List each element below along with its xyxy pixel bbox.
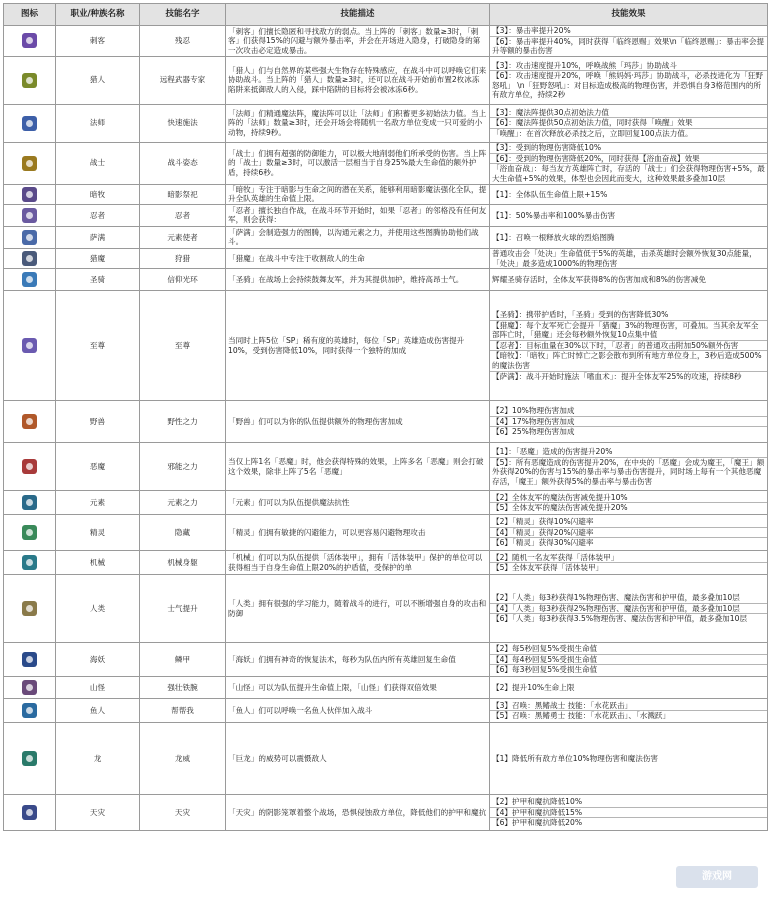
table-row (4, 515, 768, 551)
class-name: 海妖 (56, 643, 140, 677)
effect-line: 辉耀圣骑存活时，全体友军获得8%的伤害加成和8%的伤害减免 (492, 274, 706, 284)
crown-icon (22, 338, 37, 353)
effect-line: 【2】随机一名友军获得「活体装甲」 (490, 553, 767, 564)
skill-effect (490, 401, 768, 443)
skill-name: 野性之力 (140, 401, 226, 443)
skill-description: 当仅上阵1名「恶魔」时，他会获得特殊的效果，上阵多名「恶魔」则会打破这个效果，除非上阵了5名「恶魔」 (226, 443, 490, 491)
icon-cell (4, 643, 56, 677)
table-row (4, 723, 768, 795)
icon-cell (4, 491, 56, 515)
table-row (4, 699, 768, 723)
effect-line: 【6】「精灵」获得30%闪避率 (492, 538, 594, 548)
icon-cell (4, 699, 56, 723)
effect-line: 【3】：攻击速度提升10%，呼唤战熊「玛莎」协助战斗 (490, 61, 767, 72)
skill-effect (490, 677, 768, 699)
icon-cell (4, 269, 56, 291)
skill-description: 「野兽」们可以为你的队伍提供额外的物理伤害加成 (226, 401, 490, 443)
icon-cell (4, 184, 56, 204)
skill-effect (490, 515, 768, 551)
paw-icon (22, 414, 37, 429)
table-row (4, 795, 768, 831)
effect-line: 【2】提升10%生命上限 (492, 682, 575, 692)
effect-line: 【2】「精灵」获得10%闪避率 (490, 517, 767, 528)
table-row (4, 204, 768, 226)
class-name: 刺客 (56, 26, 140, 57)
effect-line: 【3】：受到的物理伤害降低10% (490, 143, 767, 154)
effect-line: 【5】全体友军的魔法伤害减免提升20% (492, 503, 628, 513)
header-class-name: 职业/种族名称 (56, 4, 140, 26)
icon-cell (4, 575, 56, 643)
bow-icon (22, 73, 37, 88)
skill-description: 「战士」们拥有超强的防御能力，可以极大地削弱他们所承受的伤害。当上阵的「战士」数量≥3时，可以激活一层相当于自身25%最大生命值的额外护盾，持续6秒。 (226, 142, 490, 184)
skill-name: 天灾 (140, 795, 226, 831)
table-row (4, 184, 768, 204)
icon-cell (4, 795, 56, 831)
scourge-icon (22, 805, 37, 820)
skill-description: 「法师」们精通魔法阵，魔法阵可以让「法师」们积蓄更多初始法力值。当上阵的「法师」数量≥3时，还会开场会将随机一名敌方单位变成一只可爱的小动物，持续9秒。 (226, 104, 490, 142)
class-name: 至尊 (56, 291, 140, 401)
effect-line: 【4】护甲和魔抗降低15% (490, 808, 767, 819)
skill-effect (490, 291, 768, 401)
header-icon: 图标 (4, 4, 56, 26)
skill-name: 战斗姿态 (140, 142, 226, 184)
table-row (4, 491, 768, 515)
effect-line: 【3】：魔法阵提供30点初始法力值 (490, 108, 767, 119)
skill-description: 「鱼人」们可以呼唤一名鱼人伙伴加入战斗 (226, 699, 490, 723)
effect-line: 【1】：「恶魔」造成的伤害提升20% (490, 447, 767, 458)
skill-description: 「猎魔」在战斗中专注于收割敌人的生命 (226, 248, 490, 268)
effect-line: 【3】召唤：黑鳍战士 技能：「水花跃击」 (490, 701, 767, 712)
class-name: 暗牧 (56, 184, 140, 204)
shadow-icon (22, 187, 37, 202)
effect-line: 【1】降低所有敌方单位10%物理伤害和魔法伤害 (492, 753, 658, 763)
class-name: 萨满 (56, 226, 140, 248)
table-row (4, 104, 768, 142)
class-name: 鱼人 (56, 699, 140, 723)
class-name: 法师 (56, 104, 140, 142)
effect-line: 【6】：受到的物理伤害降低20%，同时获得【浴血奋战】效果 (490, 154, 767, 165)
element-icon (22, 495, 37, 510)
skill-name: 至尊 (140, 291, 226, 401)
skill-name: 快速施法 (140, 104, 226, 142)
skill-effect (490, 443, 768, 491)
effect-line: 【6】护甲和魔抗降低20% (492, 818, 583, 828)
effect-line: 【4】「精灵」获得20%闪避率 (490, 528, 767, 539)
dagger-icon (22, 33, 37, 48)
effect-line: 【6】：魔法阵提供50点初始法力值，同时获得「唤醒」效果 (490, 118, 767, 129)
icon-cell (4, 723, 56, 795)
effect-line: 【1】：召唤一根释放火球的烈焰图腾 (492, 232, 615, 242)
class-name: 猎人 (56, 56, 140, 104)
skill-effect (490, 226, 768, 248)
skill-description: 「巨龙」的威势可以震慑敌人 (226, 723, 490, 795)
demon-icon (22, 459, 37, 474)
effect-line: 【2】10%物理伤害加成 (490, 406, 767, 417)
skill-name: 远程武器专家 (140, 56, 226, 104)
skill-description: 「圣骑」在战场上会持续鼓舞友军，并为其提供加护，维持高昂士气。 (226, 269, 490, 291)
effect-line: 【忍者】：目标血量在30%以下时，「忍者」的普通攻击附加50%额外伤害 (490, 341, 767, 352)
effect-line: 「唤醒」：在首次释放必杀技之后，立即回复100点法力值。 (492, 129, 693, 139)
gear-icon (22, 555, 37, 570)
effect-line: 【5】全体友军获得「活体装甲」 (492, 563, 604, 573)
class-name: 战士 (56, 142, 140, 184)
icon-cell (4, 226, 56, 248)
table-row (4, 248, 768, 268)
skill-description: 「萨满」会制造强力的图腾，以沟通元素之力，并使用这些图腾协助他们战斗。 (226, 226, 490, 248)
icon-cell (4, 204, 56, 226)
icon-cell (4, 443, 56, 491)
table-row (4, 226, 768, 248)
icon-cell (4, 26, 56, 57)
skill-name: 暗影祭祀 (140, 184, 226, 204)
effect-line: 【1】：全体队伍生命值上限+15% (492, 189, 608, 199)
skill-effect (490, 723, 768, 795)
skill-effect (490, 551, 768, 575)
effect-line: 【2】每5秒回复5%受损生命值 (490, 644, 767, 655)
effect-line: 【4】「人类」每3秒获得2%物理伤害、魔法伤害和护甲值，最多叠加10层 (490, 604, 767, 615)
effect-line: 【6】：暴击率提升40%，同时获得「临终恩赐」效果\n「临终恩赐」：暴击率会提升等额的暴击伤害 (492, 36, 765, 56)
skill-effect (490, 575, 768, 643)
class-name: 人类 (56, 575, 140, 643)
skill-effect (490, 184, 768, 204)
effect-line: 【圣骑】：携带护盾时，「圣骑」受到的伤害降低30% (490, 310, 767, 321)
skill-description: 「暗牧」专注于暗影与生命之间的潜在关系，能够利用暗影魔法强化全队，提升全队英雄的生命值上限。 (226, 184, 490, 204)
icon-cell (4, 291, 56, 401)
skill-name: 残忍 (140, 26, 226, 57)
table-row (4, 443, 768, 491)
skill-description: 「海妖」们拥有神奇的恢复法术，每秒为队伍内所有英雄回复生命值 (226, 643, 490, 677)
table-row (4, 551, 768, 575)
shuriken-icon (22, 208, 37, 223)
header-skill-desc: 技能描述 (226, 4, 490, 26)
class-name: 恶魔 (56, 443, 140, 491)
holy-icon (22, 272, 37, 287)
class-name: 圣骑 (56, 269, 140, 291)
class-name: 精灵 (56, 515, 140, 551)
skill-name: 狩猎 (140, 248, 226, 268)
icon-cell (4, 551, 56, 575)
effect-line: 普通攻击会「处决」生命值低于5%的英雄，击杀英雄时会额外恢复30点能量，「处决」最多造成1000%的物理伤害 (492, 248, 757, 268)
skill-name: 信仰光环 (140, 269, 226, 291)
skill-effect (490, 795, 768, 831)
table-row (4, 291, 768, 401)
helmet-icon (22, 601, 37, 616)
skill-name: 忍者 (140, 204, 226, 226)
class-name: 天灾 (56, 795, 140, 831)
skill-name: 元素使者 (140, 226, 226, 248)
icon-cell (4, 56, 56, 104)
skill-name: 元素之力 (140, 491, 226, 515)
skill-description: 「刺客」们擅长隐匿和寻找敌方的弱点。当上阵的「刺客」数量≥3时，「刺客」们获得15%的闪避与额外暴击率，并会在开场进入隐身，打破隐身的第一次攻击必定造成暴击。 (226, 26, 490, 57)
staff-icon (22, 116, 37, 131)
effect-line: 【6】25%物理伤害加成 (492, 427, 575, 437)
effect-line: 【4】每4秒回复5%受损生命值 (490, 655, 767, 666)
table-row (4, 401, 768, 443)
table-row (4, 56, 768, 104)
skill-description: 「天灾」的阴影笼罩着整个战场，恐惧侵蚀敌方单位，降低他们的护甲和魔抗 (226, 795, 490, 831)
skill-name: 邪能之力 (140, 443, 226, 491)
effect-line: 【3】：暴击率提升20% (490, 26, 767, 37)
skill-effect (490, 248, 768, 268)
effect-line: 【4】17%物理伤害加成 (490, 417, 767, 428)
dragon-icon (22, 751, 37, 766)
effect-line: 【6】：攻击速度提升20%，呼唤「熊妈妈·玛莎」协助战斗，必杀技进化为「狂野怒吼」 \n「狂野怒吼」：对目标造成极高的物理伤害，并恐惧自身3格范围内的所有敌方单位，持续2秒 (492, 71, 763, 100)
effect-line: 【1】：50%暴击率和100%暴击伤害 (492, 210, 616, 220)
sword-icon (22, 156, 37, 171)
totem-icon (22, 230, 37, 245)
effect-line: 【2】「人类」每3秒获得1%物理伤害、魔法伤害和护甲值，最多叠加10层 (490, 593, 767, 604)
class-name: 元素 (56, 491, 140, 515)
icon-cell (4, 248, 56, 268)
effect-line: 【暗牧】：「暗牧」阵亡时悼亡之影会散布到所有地方单位身上，3秒后造成500%的魔法伤害 (490, 351, 767, 371)
table-row (4, 142, 768, 184)
skill-name: 士气提升 (140, 575, 226, 643)
skill-effect (490, 104, 768, 142)
skill-name: 机械身躯 (140, 551, 226, 575)
table-row (4, 677, 768, 699)
table-row (4, 643, 768, 677)
skill-description: 「猎人」们与自然界的某些强大生物存在特殊感应，在战斗中可以呼唤它们来协助战斗。当上阵的「猎人」数量≥3时，还可以在战斗开始前布置2枚冰冻陷阱来抵御敌人的入侵，踩中陷阱的目标将会被冰冻6秒。 (226, 56, 490, 104)
skill-effect (490, 699, 768, 723)
effect-line: 【5】：所有恶魔造成的伤害提升20%，在中央的「恶魔」会成为魔王，「魔王」额外获得20%的伤害与15%的暴击率与暴击伤害提升，同时场上每有一个其他恶魔存活，「魔王」额外获得5%的暴击率与暴击伤害 (492, 457, 765, 486)
skill-effect (490, 26, 768, 57)
class-name: 猎魔 (56, 248, 140, 268)
class-name: 机械 (56, 551, 140, 575)
demon-hunter-icon (22, 251, 37, 266)
effect-line: 【6】「人类」每3秒获得3.5%物理伤害、魔法伤害和护甲值，最多叠加10层 (492, 614, 748, 624)
skill-effect (490, 142, 768, 184)
skill-description: 「人类」拥有很强的学习能力，随着战斗的进行，可以不断增强自身的攻击和防御 (226, 575, 490, 643)
ogre-icon (22, 680, 37, 695)
skill-description: 「机械」们可以为队伍提供「活体装甲」，拥有「活体装甲」保护的单位可以获得相当于自身生命值上限20%的护盾值，受保护的单 (226, 551, 490, 575)
effect-line: 「浴血奋战」：每当友方英雄阵亡时，存活的「战士」们会获得物理伤害+5%，最大生命值+5%的效果，体型也会因此而变大，这种效果最多叠加10层 (492, 164, 765, 183)
effect-line: 【5】召唤：黑鳍勇士 技能：「水花跃击」、「水溅跃」 (492, 711, 671, 721)
class-name: 龙 (56, 723, 140, 795)
skill-name: 帮帮我 (140, 699, 226, 723)
skill-name: 强壮铁腕 (140, 677, 226, 699)
effect-line: 【2】护甲和魔抗降低10% (490, 797, 767, 808)
class-name: 山怪 (56, 677, 140, 699)
skill-effect (490, 643, 768, 677)
fish-icon (22, 703, 37, 718)
header-row (4, 4, 768, 26)
skill-effect (490, 204, 768, 226)
header-skill-name: 技能名字 (140, 4, 226, 26)
watermark: 游戏网 (676, 866, 758, 888)
table-row (4, 575, 768, 643)
effect-line: 【6】每3秒回复5%受损生命值 (492, 665, 598, 675)
header-skill-effect: 技能效果 (490, 4, 768, 26)
effect-line: 【猎魔】：每个友军死亡会提升「猎魔」3%的物理伤害，可叠加。当其余友军全部阵亡时，「猎魔」还会每秒额外恢复10点集中值 (490, 321, 767, 341)
effect-line: 【萨满】：战斗开始时施法「嗜血术」：提升全体友军25%的攻速，持续8秒 (492, 371, 742, 381)
skill-description: 「山怪」可以为队伍提升生命值上限，「山怪」们获得双倍效果 (226, 677, 490, 699)
skill-description: 「精灵」们拥有敏捷的闪避能力，可以更容易闪避物理攻击 (226, 515, 490, 551)
icon-cell (4, 677, 56, 699)
skill-effect (490, 56, 768, 104)
class-name: 忍者 (56, 204, 140, 226)
skill-table (3, 3, 768, 831)
skill-name: 鳞甲 (140, 643, 226, 677)
skill-description: 「元素」们可以为队伍提供魔法抗性 (226, 491, 490, 515)
skill-name: 隐藏 (140, 515, 226, 551)
icon-cell (4, 401, 56, 443)
icon-cell (4, 515, 56, 551)
table-row (4, 26, 768, 57)
skill-effect (490, 269, 768, 291)
effect-line: 【2】全体友军的魔法伤害减免提升10% (490, 493, 767, 504)
class-name: 野兽 (56, 401, 140, 443)
icon-cell (4, 142, 56, 184)
elf-icon (22, 525, 37, 540)
skill-description: 当同时上阵5位「SP」稀有度的英雄时，每位「SP」英雄造成伤害提升10%，受到伤害降低10%，同时获得一个独特的加成 (226, 291, 490, 401)
table-row (4, 269, 768, 291)
icon-cell (4, 104, 56, 142)
naga-icon (22, 652, 37, 667)
skill-effect (490, 491, 768, 515)
skill-description: 「忍者」擅长独自作战，在战斗环节开始时，如果「忍者」的邻格没有任何友军，则会获得： (226, 204, 490, 226)
skill-name: 龙威 (140, 723, 226, 795)
